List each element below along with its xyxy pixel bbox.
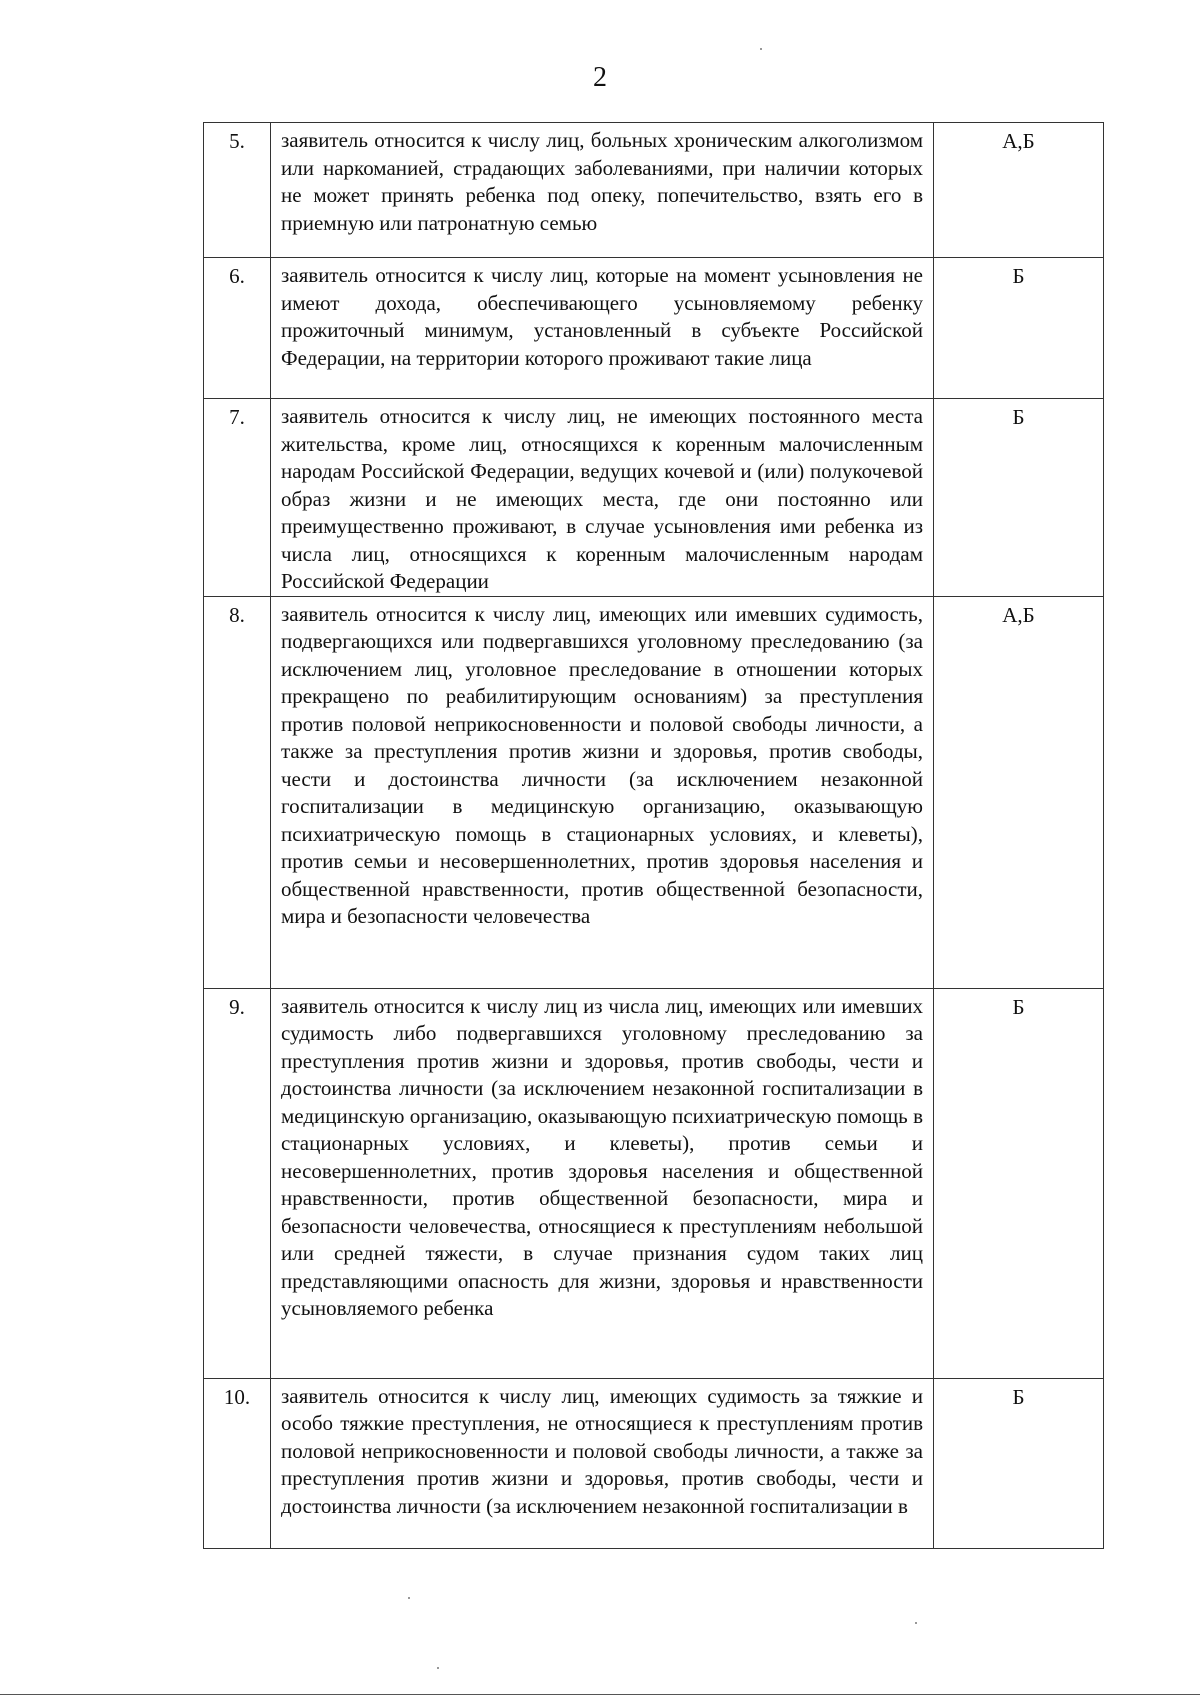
- table-row: [204, 988, 1104, 1378]
- table-row: [204, 258, 1104, 399]
- row-text: заявитель относится к числу лиц, имеющих судимость за тяжкие и особо тяжкие преступления, не относящиеся к преступлениям против половой неприкосновенности и половой свободы личности, а также за преступления против жизни и здоровья, против свободы, чести и достоинства личности (за исключением незаконной госпитализации в: [271, 1378, 934, 1548]
- row-number: 6.: [204, 258, 271, 399]
- row-code: А,Б: [934, 123, 1104, 258]
- requirements-table: [203, 122, 1104, 1549]
- row-number: 8.: [204, 596, 271, 988]
- row-code: А,Б: [934, 596, 1104, 988]
- table-row: [204, 399, 1104, 597]
- row-number: 10.: [204, 1378, 271, 1548]
- page-number: 2: [593, 62, 607, 93]
- row-number: 5.: [204, 123, 271, 258]
- scan-speck: [915, 1622, 917, 1624]
- table-row: [204, 596, 1104, 988]
- row-number: 9.: [204, 988, 271, 1378]
- row-text: заявитель относится к числу лиц, не имеющих постоянного места жительства, кроме лиц, относящихся к коренным малочисленным народам Российской Федерации, ведущих кочевой и (или) полукочевой образ жизни и не имеющих места, где они постоянно или преимущественно проживают, в случае усыновления ими ребенка из числа лиц, относящихся к коренным малочисленным народам Российской Федерации: [271, 399, 934, 597]
- table-row: [204, 123, 1104, 258]
- row-code: Б: [934, 1378, 1104, 1548]
- scan-speck: [437, 1667, 439, 1669]
- row-text: заявитель относится к числу лиц из числа лиц, имеющих или имевших судимость либо подвергавшихся уголовному преследованию за преступления против жизни и здоровья, против свободы, чести и достоинства личности (за исключением незаконной госпитализации в медицинскую организацию, оказывающую психиатрическую помощь в стационарных условиях, и клеветы), против семьи и несовершеннолетних, против здоровья населения и общественной нравственности, против общественной безопасности, мира и безопасности человечества, относящиеся к преступлениям небольшой или средней тяжести, в случае признания судом таких лиц представляющими опасность для жизни, здоровья и нравственности усыновляемого ребенка: [271, 988, 934, 1378]
- scan-speck: [408, 1597, 410, 1599]
- table-row: [204, 1378, 1104, 1548]
- row-code: Б: [934, 399, 1104, 597]
- row-number: 7.: [204, 399, 271, 597]
- row-code: Б: [934, 258, 1104, 399]
- scan-speck: [760, 48, 762, 50]
- row-text: заявитель относится к числу лиц, больных хроническим алкоголизмом или наркоманией, страдающих заболеваниями, при наличии которых не может принять ребенка под опеку, попечительство, взять его в приемную или патронатную семью: [271, 123, 934, 258]
- row-text: заявитель относится к числу лиц, которые на момент усыновления не имеют дохода, обеспечивающего усыновляемому ребенку прожиточный минимум, установленный в субъекте Российской Федерации, на территории которого проживают такие лица: [271, 258, 934, 399]
- row-text: заявитель относится к числу лиц, имеющих или имевших судимость, подвергающихся или подвергавшихся уголовному преследованию (за исключением лиц, уголовное преследование в отношении которых прекращено по реабилитирующим основаниям) за преступления против половой неприкосновенности и половой свободы личности, а также за преступления против жизни и здоровья, против свободы, чести и достоинства личности (за исключением незаконной госпитализации в медицинскую организацию, оказывающую психиатрическую помощь в стационарных условиях, и клеветы), против семьи и несовершеннолетних, против здоровья населения и общественной нравственности, против общественной безопасности, мира и безопасности человечества: [271, 596, 934, 988]
- scan-edge-line: [0, 1694, 1200, 1695]
- row-code: Б: [934, 988, 1104, 1378]
